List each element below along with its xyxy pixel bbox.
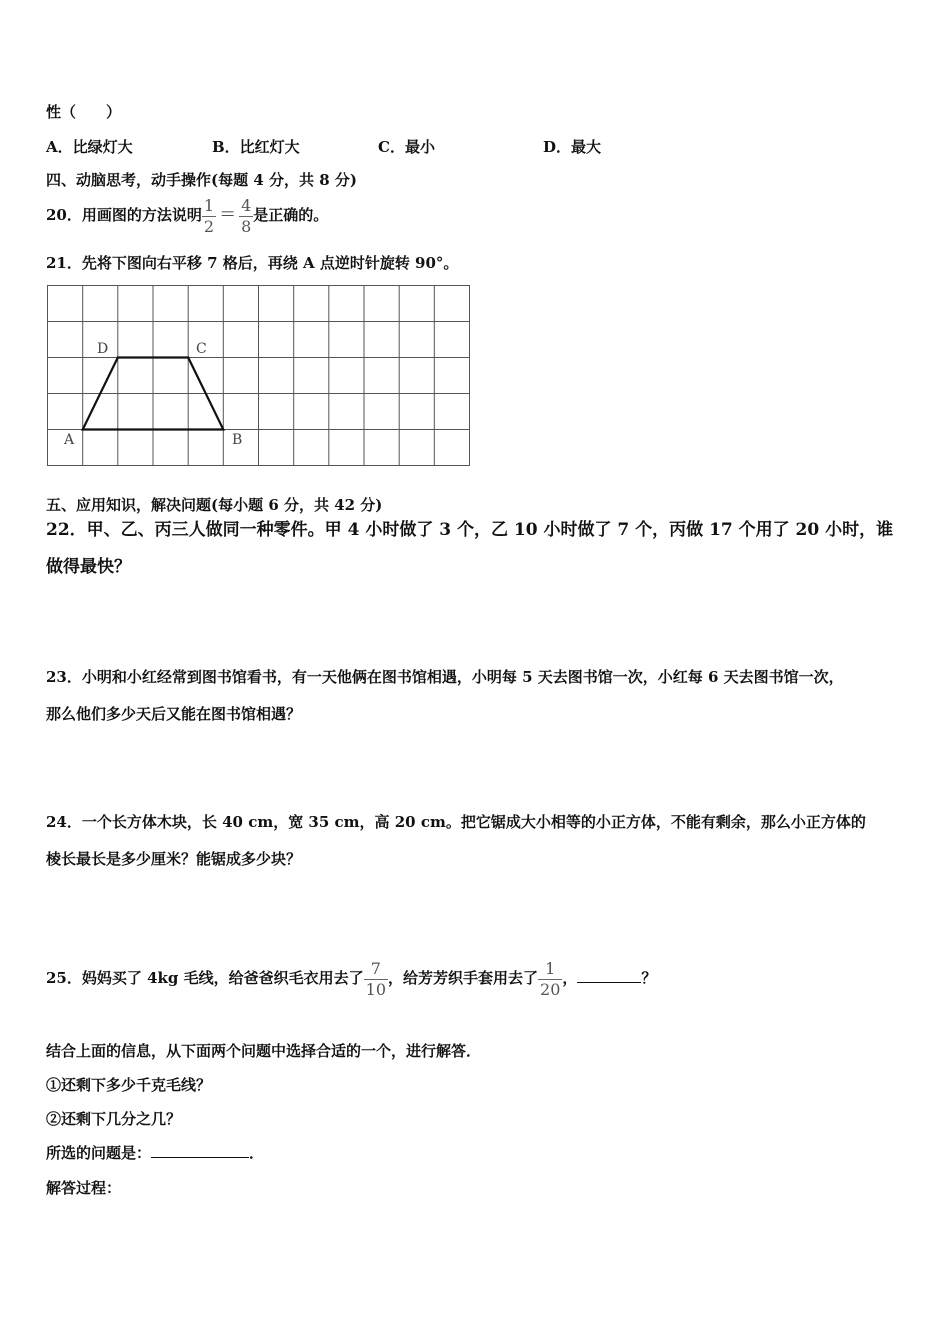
grid-lines bbox=[48, 286, 470, 466]
q25-frac2-num: 1 bbox=[545, 958, 556, 978]
q25-instruction: 结合上面的信息，从下面两个问题中选择合适的一个，进行解答． bbox=[46, 1042, 482, 1060]
question-21: 21．先将下图向右平移 7 格后，再绕 A 点逆时针旋转 90°。 bbox=[46, 254, 459, 272]
q25-selected-blank[interactable] bbox=[151, 1157, 249, 1158]
question-23-line-2: 那么他们多少天后又能在图书馆相遇？ bbox=[46, 705, 302, 723]
q19-option-b[interactable]: B．比红灯大 bbox=[212, 138, 300, 156]
label-b: B bbox=[232, 432, 243, 448]
question-25 bbox=[46, 954, 656, 1002]
section-4-title: 四、动脑思考，动手操作(每题 4 分，共 8 分) bbox=[46, 171, 357, 189]
question-20 bbox=[46, 194, 328, 236]
question-23-line-1: 23．小明和小红经常到图书馆看书，有一天他俩在图书馆相遇，小明每 5 天去图书馆一次，小红每 6 天去图书馆一次， bbox=[46, 668, 844, 686]
q25-text-4: ？ bbox=[641, 969, 657, 987]
q25-number: 25． bbox=[46, 969, 82, 987]
q25-selected-label: 所选的问题是： bbox=[46, 1144, 152, 1162]
label-d: D bbox=[97, 341, 109, 357]
q25-choice-1: ①还剩下多少千克毛线？ bbox=[46, 1076, 212, 1094]
q20-equals: ＝ bbox=[219, 205, 237, 225]
grid-figure bbox=[46, 284, 472, 468]
q25-frac1-num: 7 bbox=[370, 958, 381, 978]
q19-option-a[interactable]: A．比绿灯大 bbox=[46, 138, 133, 156]
q25-text-3: ， bbox=[562, 969, 578, 987]
q20-frac1-den: 2 bbox=[203, 216, 215, 236]
label-c: C bbox=[196, 341, 207, 357]
q25-frac2-den: 20 bbox=[540, 979, 561, 999]
q20-fraction-1 bbox=[202, 197, 216, 236]
q25-choice-2: ②还剩下几分之几？ bbox=[46, 1110, 182, 1128]
q25-selected-end: ． bbox=[249, 1144, 265, 1162]
q19-option-d[interactable]: D．最大 bbox=[543, 138, 602, 156]
q25-text-2: ，给芳芳织手套用去了 bbox=[388, 969, 539, 987]
q20-frac2-num: 4 bbox=[241, 195, 252, 215]
q25-frac1-den: 10 bbox=[365, 979, 386, 999]
q25-fraction-2 bbox=[538, 960, 562, 999]
q19-tail: 性（ ） bbox=[46, 103, 122, 121]
q25-text-1: 妈妈买了 4kg 毛线，给爸爸织毛衣用去了 bbox=[81, 969, 364, 987]
q20-text-before: 用画图的方法说明 bbox=[81, 206, 202, 224]
q20-frac2-den: 8 bbox=[241, 216, 252, 236]
section-5-title: 五、应用知识，解决问题(每小题 6 分，共 42 分) bbox=[46, 496, 383, 514]
q25-selected-question bbox=[46, 1143, 264, 1163]
q20-fraction-2 bbox=[239, 197, 253, 236]
question-24-line-2: 棱长最长是多少厘米？能锯成多少块？ bbox=[46, 850, 302, 868]
question-24-line-1: 24．一个长方体木块，长 40 cm，宽 35 cm，高 20 cm。把它锯成大小相等的小正方体，不能有剩余，那么小正方体的 bbox=[46, 813, 866, 831]
q25-fraction-1 bbox=[364, 960, 388, 999]
q25-answer-blank[interactable] bbox=[577, 982, 641, 983]
q20-frac1-num: 1 bbox=[203, 195, 215, 215]
q20-text-after: 是正确的。 bbox=[253, 206, 329, 224]
q25-solution-label: 解答过程： bbox=[46, 1179, 122, 1197]
question-22-line-1: 22．甲、乙、丙三人做同一种零件。甲 4 小时做了 3 个，乙 10 小时做了 7 个，丙做 17 个用了 20 小时，谁 bbox=[46, 520, 894, 540]
label-a: A bbox=[64, 432, 75, 448]
q20-number: 20． bbox=[46, 206, 82, 224]
q19-option-c[interactable]: C．最小 bbox=[378, 138, 435, 156]
question-22-line-2: 做得最快？ bbox=[46, 557, 131, 577]
